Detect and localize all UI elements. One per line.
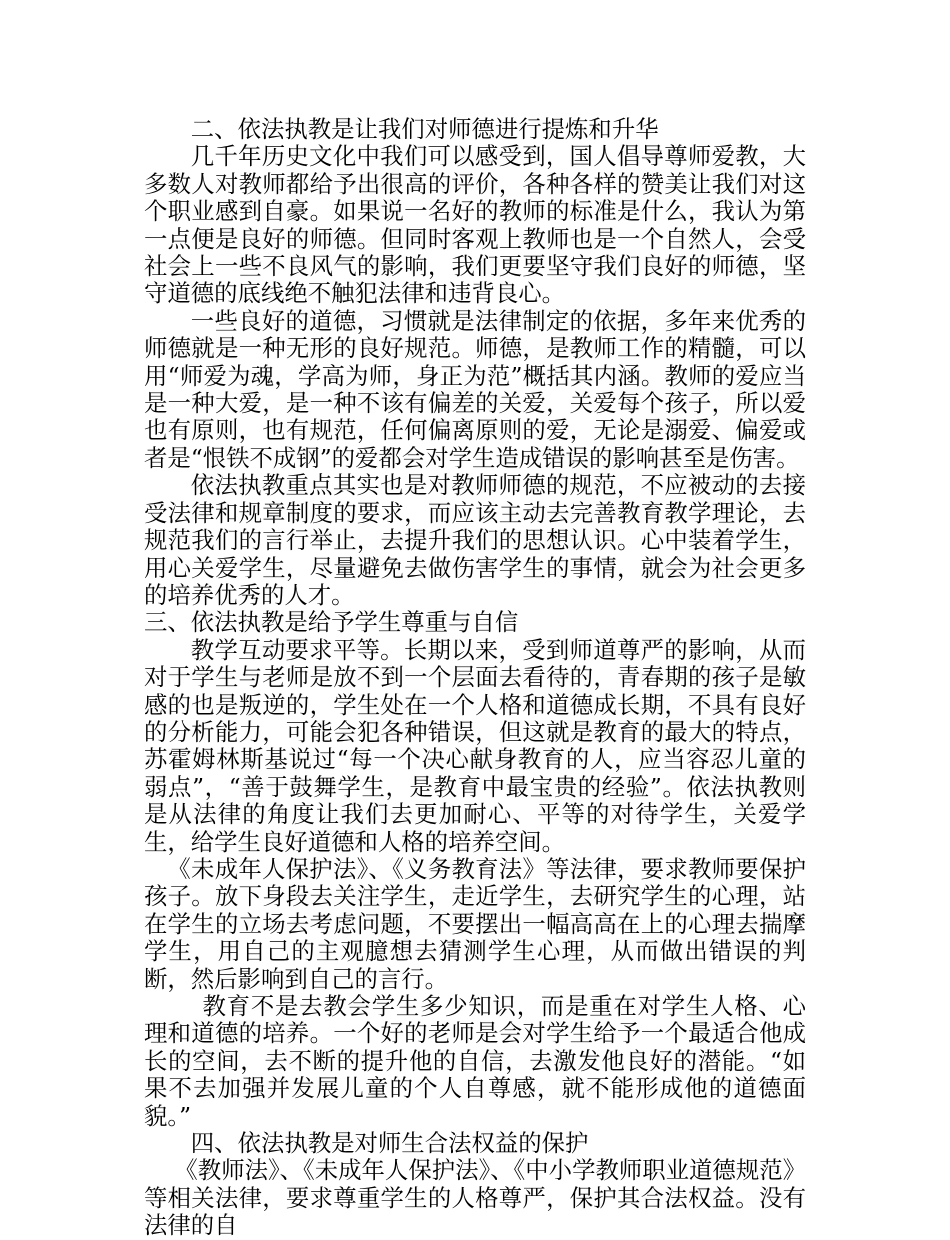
- paragraph: 教学互动要求平等。长期以来，受到师道尊严的影响，从而对于学生与老师是放不到一个层面去看待的，青春期的孩子是敏感的也是叛逆的，学生处在一个人格和道德成长期，不具有良好的分析能力，可能会犯各种错误，但这就是教育的最大的特点，苏霍姆林斯基说过“每一个决心献身教育的人，应当容忍儿童的弱点”，“善于鼓舞学生，是教育中最宝贵的经验”。依法执教则是从法律的角度让我们去更加耐心、平等的对待学生，关爱学生，给学生良好道德和人格的培养空间。: [144, 635, 806, 856]
- section-heading-4: 四、依法执教是对师生合法权益的保护: [190, 1129, 589, 1158]
- section-heading-2: 二、依法执教是让我们对师德进行提炼和升华: [190, 115, 659, 143]
- paragraph: 教育不是去教会学生多少知识，而是重在对学生人格、心理和道德的培养。一个好的老师是会对学生给予一个最适合他成长的空间，去不断的提升他的自信，去激发他良好的潜能。“如果不去加强并发展儿童的个人自尊感，就不能形成他的道德面貌。”: [144, 992, 806, 1130]
- paragraph: 《教师法》、《未成年人保护法》、《中小学教师职业道德规范》等相关法律，要求尊重学生的人格尊严，保护其合法权益。没有法律的自: [144, 1156, 806, 1240]
- paragraph: 依法执教重点其实也是对教师师德的规范，不应被动的去接受法律和规章制度的要求，而应该主动去完善教育教学理论，去规范我们的言行举止，去提升我们的思想认识。心中装着学生，用心关爱学生，尽量避免去做伤害学生的事情，就会为社会更多的培养优秀的人才。: [144, 471, 806, 609]
- document-page: [144, 116, 806, 1240]
- section-heading-3: 三、依法执教是给予学生尊重与自信: [144, 608, 519, 637]
- paragraph: 一些良好的道德，习惯就是法律制定的依据，多年来优秀的师德就是一种无形的良好规范。师德，是教师工作的精髓，可以用“师爱为魂，学高为师，身正为范”概括其内涵。教师的爱应当是一种大爱，是一种不该有偏差的关爱，关爱每个孩子，所以爱也有原则，也有规范，任何偏离原则的爱，无论是溺爱、偏爱或者是“恨铁不成钢”的爱都会对学生造成错误的影响甚至是伤害。: [144, 306, 806, 472]
- paragraph: 《未成年人保护法》、《义务教育法》等法律，要求教师要保护孩子。放下身段去关注学生，走近学生，去研究学生的心理，站在学生的立场去考虑问题，不要摆出一幅高高在上的心理去揣摩学生，用自己的主观臆想去猜测学生心理，从而做出错误的判断，然后影响到自己的言行。: [144, 854, 806, 993]
- paragraph: 几千年历史文化中我们可以感受到，国人倡导尊师爱教，大多数人对教师都给予出很高的评价，各种各样的赞美让我们对这个职业感到自豪。如果说一名好的教师的标准是什么，我认为第一点便是良好的师德。但同时客观上教师也是一个自然人，会受社会上一些不良风气的影响，我们更要坚守我们良好的师德，坚守道德的底线绝不触犯法律和违背良心。: [144, 142, 806, 308]
